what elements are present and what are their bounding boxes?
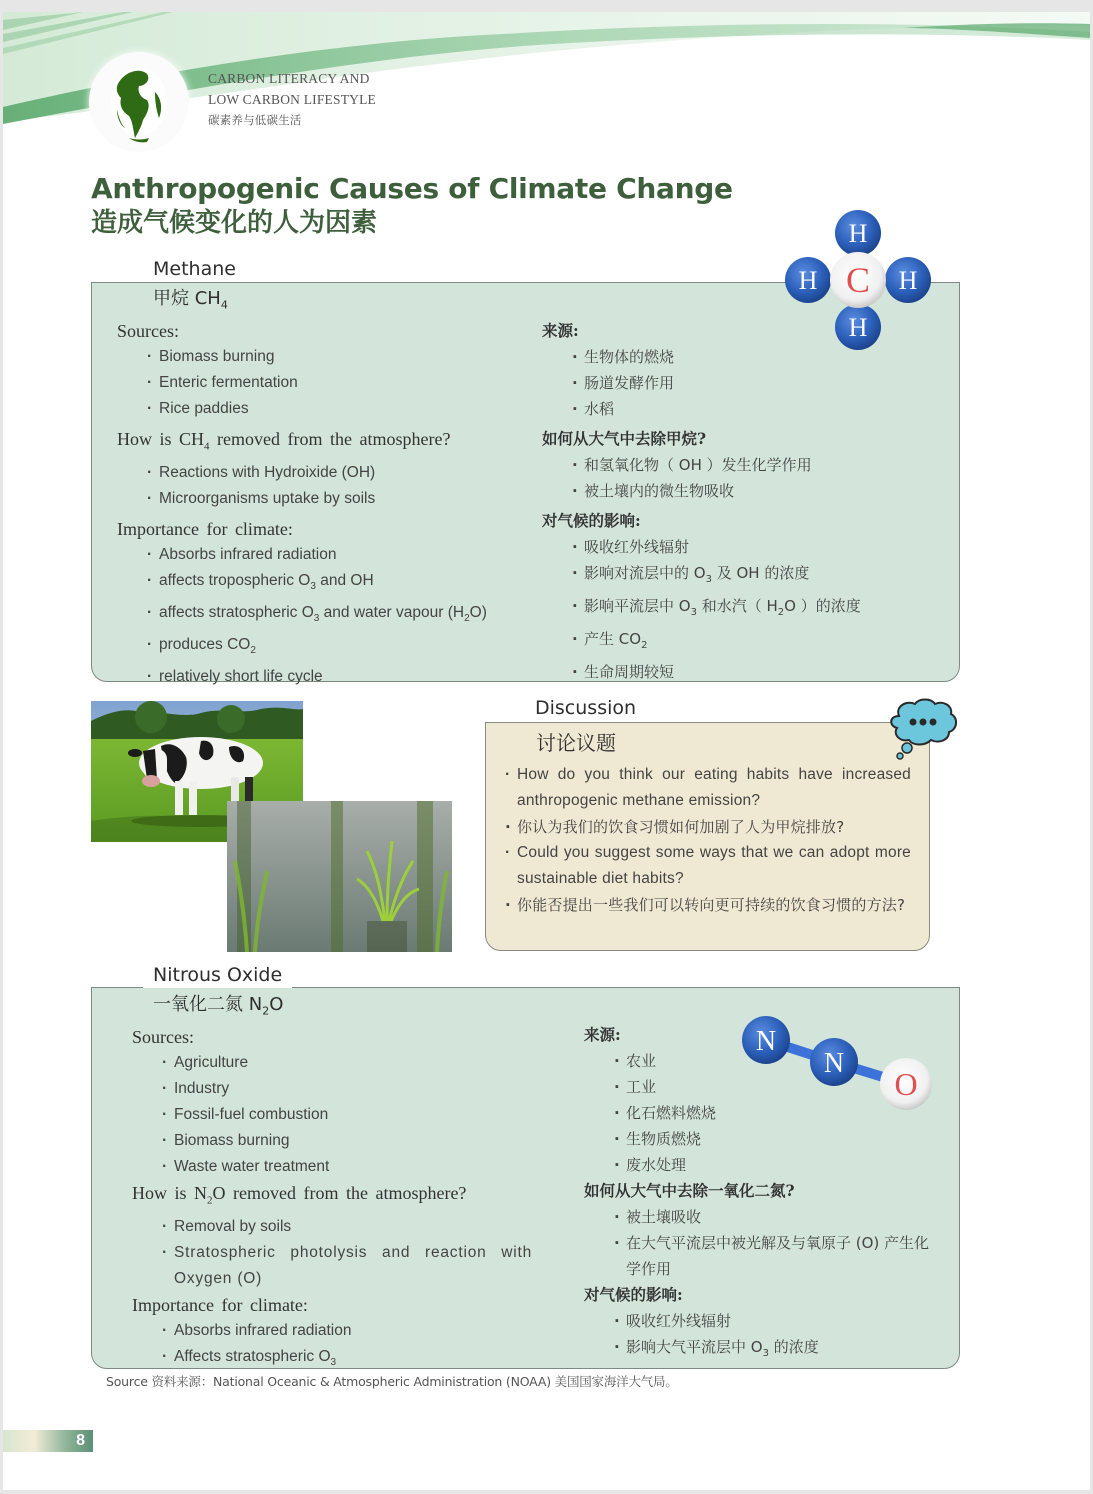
nitrous-oxide-en-column (132, 1024, 542, 1376)
series-title-line1: CARBON LITERACY AND (208, 71, 370, 86)
list-item: · Absorbs infrared radiation (162, 1318, 542, 1344)
list-item: · Biomass burning (162, 1128, 542, 1154)
globe-logo (89, 52, 189, 152)
source-citation: Source 资料来源：National Oceanic & Atmospheric Administration (NOAA) 美国国家海洋大气局。 (106, 1374, 678, 1389)
nitrous-importance-list-cn (614, 1308, 949, 1367)
series-title-line2: LOW CARBON LIFESTYLE (208, 92, 376, 107)
methane-cn-column (542, 318, 942, 685)
list-item: · 吸收红外线辐射 (614, 1308, 949, 1334)
nitrous-sources-heading: Sources: (132, 1027, 194, 1047)
list-item: · Stratospheric photolysis and reaction with Oxygen (O) (162, 1240, 532, 1292)
methane-importance-heading: Importance for climate: (117, 518, 293, 539)
list-item: · Removal by soils (162, 1214, 532, 1240)
list-item: · 水稻 (572, 396, 942, 422)
svg-text:H: H (848, 219, 868, 248)
list-item: · 被土壤吸收 (614, 1204, 944, 1230)
list-item: · 和氢氧化物（ OH ）发生化学作用 (572, 452, 942, 478)
list-item: · 废水处理 (614, 1152, 949, 1178)
methane-tab-label: Methane (143, 256, 246, 282)
series-title (208, 68, 376, 131)
list-item: · affects tropospheric $O_3$ and OH (147, 568, 537, 600)
nitrous-oxide-tab-label: Nitrous Oxide (143, 962, 292, 988)
methane-importance-list-cn (572, 534, 942, 685)
list-item: · Absorbs infrared radiation (147, 542, 537, 568)
nitrous-sources-list (162, 1050, 542, 1180)
page-number: 8 (3, 1430, 93, 1452)
list-item: · Reactions with Hydroixide (OH) (147, 460, 537, 486)
page (3, 12, 1090, 1490)
page-title-en: Anthropogenic Causes of Climate Change (91, 172, 733, 205)
list-item: · 生物质燃烧 (614, 1126, 949, 1152)
list-item: · Enteric fermentation (147, 370, 537, 396)
series-title-cn: 碳素养与低碳生活 (208, 113, 302, 127)
list-item: · Waste water treatment (162, 1154, 542, 1180)
list-item: · 生物体的燃烧 (572, 344, 942, 370)
discussion-question: · 你能否提出一些我们可以转向更可持续的饮食习惯的方法? (505, 892, 911, 918)
list-item: · relatively short life cycle (147, 664, 537, 690)
globe-icon (89, 52, 189, 152)
list-item: · 农业 (614, 1048, 949, 1074)
discussion-question: · How do you think our eating habits have increased anthropogenic methane emission? (505, 762, 911, 814)
svg-text:O: O (894, 1066, 918, 1102)
svg-text:H: H (898, 266, 918, 295)
methane-removal-heading: How is $CH_4$ removed from the atmosphere? (117, 429, 451, 453)
svg-text:H: H (848, 313, 868, 342)
svg-text:C: C (845, 260, 871, 300)
nitrous-oxide-subtitle: 一氧化二氮 $N_2O$ (153, 994, 284, 1018)
list-item: · Industry (162, 1076, 542, 1102)
methane-removal-list (147, 460, 537, 512)
list-item: · 在大气平流层中被光解及与氧原子 (O) 产生化学作用 (614, 1230, 944, 1282)
page-title (91, 172, 733, 240)
methane-sources-heading-cn: 来源: (542, 321, 579, 340)
nitrous-removal-list (162, 1214, 532, 1292)
nitrous-removal-heading: How is $N_2O$ removed from the atmosphere? (132, 1183, 467, 1207)
methane-removal-heading-cn: 如何从大气中去除甲烷? (542, 429, 707, 448)
list-item: · 肠道发酵作用 (572, 370, 942, 396)
nitrous-sources-list-cn (614, 1048, 949, 1178)
list-item: · Biomass burning (147, 344, 537, 370)
list-item: · Affects stratospheric $O_3$ (162, 1344, 542, 1376)
methane-subtitle: 甲烷 $CH_4$ (153, 288, 228, 312)
list-item: · 影响对流层中的 $O_3$ 及 OH 的浓度 (572, 560, 942, 593)
list-item: · Agriculture (162, 1050, 542, 1076)
list-item: · Fossil-fuel combustion (162, 1102, 542, 1128)
discussion-question: · Could you suggest some ways that we can adopt more sustainable diet habits? (505, 840, 911, 892)
svg-text:H: H (798, 266, 818, 295)
list-item: · Microorganisms uptake by soils (147, 486, 537, 512)
methane-sources-heading: Sources: (117, 321, 179, 341)
nitrous-oxide-cn-column (584, 1022, 949, 1367)
nitrous-importance-heading-cn: 对气候的影响: (584, 1285, 683, 1304)
list-item: · 化石燃料燃烧 (614, 1100, 949, 1126)
list-item: · affects stratospheric $O_3$ and water vapour $(H_2O)$ (147, 600, 537, 632)
nitrous-importance-heading: Importance for climate: (132, 1294, 308, 1315)
list-item: · produces $CO_2$ (147, 632, 537, 664)
svg-text:N: N (823, 1048, 845, 1079)
discussion-subtitle: 讨论议题 (536, 731, 616, 755)
list-item: · 吸收红外线辐射 (572, 534, 942, 560)
list-item: · Rice paddies (147, 396, 537, 422)
rice-paddy-image (227, 801, 452, 952)
list-item: · 生命周期较短 (572, 659, 942, 685)
methane-importance-list (147, 542, 537, 690)
methane-removal-list-cn (572, 452, 942, 504)
methane-en-column (117, 318, 537, 690)
list-item: · 影响平流层中 $O_3$ 和水汽（ $H_2O$ ）的浓度 (572, 593, 942, 626)
nitrous-removal-heading-cn: 如何从大气中去除一氧化二氮? (584, 1181, 795, 1200)
methane-importance-heading-cn: 对气候的影响: (542, 511, 641, 530)
nitrous-importance-list (162, 1318, 542, 1376)
page-title-cn: 造成气候变化的人为因素 (91, 208, 378, 238)
discussion-tab-label: Discussion (525, 695, 646, 721)
list-item: · 工业 (614, 1074, 949, 1100)
svg-text:N: N (755, 1026, 777, 1057)
list-item: · 被土壤内的微生物吸收 (572, 478, 942, 504)
discussion-list (505, 762, 911, 918)
list-item: · 产生 $CO_2$ (572, 626, 942, 659)
nitrous-removal-list-cn (614, 1204, 944, 1282)
nitrous-sources-heading-cn: 来源: (584, 1025, 621, 1044)
rice-paddy-photo (227, 801, 452, 952)
methane-sources-list (147, 344, 537, 422)
discussion-question: · 你认为我们的饮食习惯如何加剧了人为甲烷排放? (505, 814, 911, 840)
thought-bubble-icon (885, 696, 959, 760)
methane-sources-list-cn (572, 344, 942, 422)
list-item: · 影响大气平流层中 $O_3$ 的浓度 (614, 1334, 949, 1367)
